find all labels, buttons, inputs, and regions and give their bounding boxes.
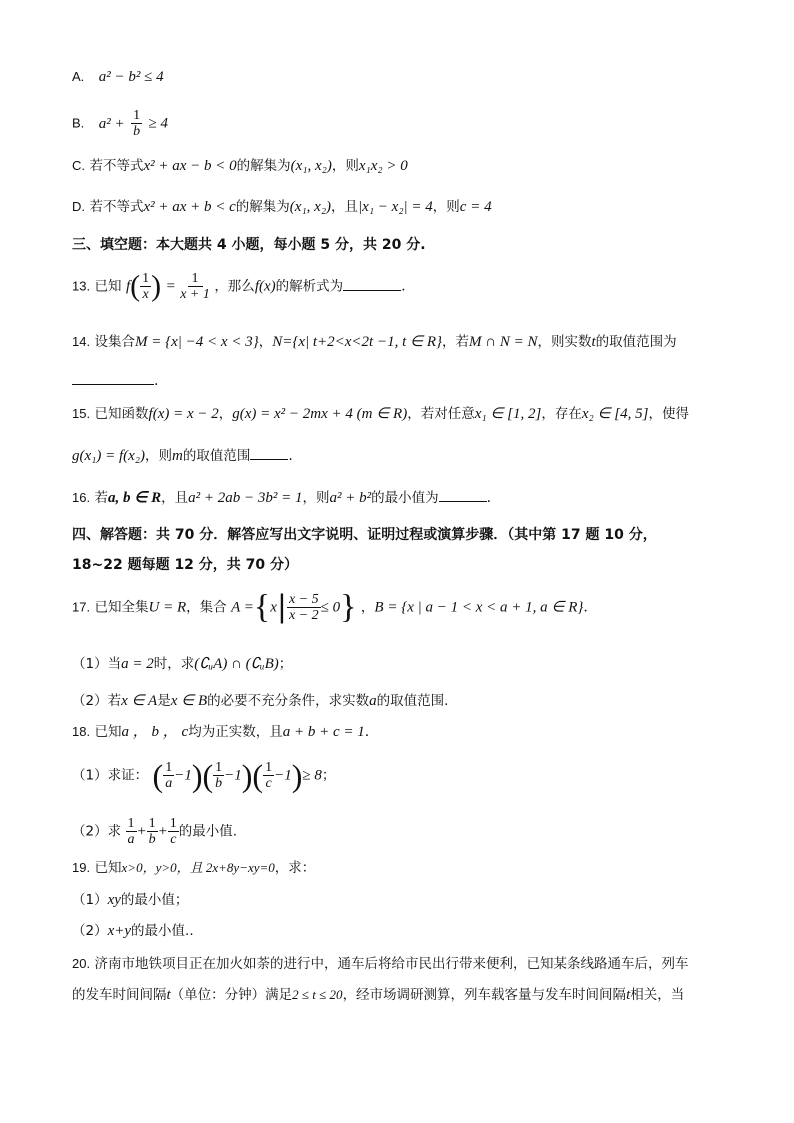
q19-part1: （1）xy的最小值； (72, 892, 189, 908)
section4-heading-line1: 四、解答题：共 70 分．解答应写出文字说明、证明过程或演算步骤．（其中第 17 题 10 分， (72, 527, 657, 543)
option-a-expr: a² − b² ≤ 4 (98, 69, 164, 85)
q16: 16. 若a, b ∈ R，且a² + 2ab − 3b² = 1，则a² + b²的最小值为 . (72, 487, 734, 509)
option-b-label: B. (72, 115, 85, 131)
q20: 20. 济南市地铁项目正在加火如荼的进行中，通车后将给市民出行带来便利，已知某条线路通车后，列车 (72, 956, 689, 972)
q17: 17. 已知全集U = R，集合 A ={x| $\frac{x - 5}{x - 2}$ ≤ 0} ，B = {x | a − 1 < x < a + 1, a ∈ R}. (72, 588, 588, 626)
q18-part2: （2）求 $\frac{1}{a}$ + $\frac{1}{b}$ + $\frac{1}{c}$ 的最小值. (72, 816, 238, 847)
option-c: C. 若不等式x² + ax − b < 0的解集为(x₁, x₂)，则x₁x₂ > 0 (72, 158, 408, 174)
q13-answer-blank[interactable] (343, 276, 401, 291)
q18-part1: （1）求证： ( $\frac{1}{a}$ −1)( $\frac{1}{b}$ −1)( $\frac{1}{c}$ −1)≥ 8； (72, 757, 336, 794)
q17-part2: （2）若x ∈ A是x ∈ B的必要不充分条件，求实数a的取值范围. (72, 693, 449, 709)
q20-line2: 的发车时间间隔t（单位：分钟）满足2 ≤ t ≤ 20，经市场调研测算，列车载客量与发车时间间隔t相关，当 (72, 987, 685, 1003)
option-d: D. 若不等式x² + ax + b < c的解集为(x₁, x₂)，且|x₁ − x₂| = 4，则c = 4 (72, 199, 492, 215)
q14-answer-line: . (72, 370, 734, 392)
q15: 15. 已知函数f(x) = x − 2，g(x) = x² − 2mx + 4 (m ∈ R)，若对任意x₁ ∈ [1, 2]，存在x₂ ∈ [4, 5]，使得 (72, 406, 689, 422)
q19: 19. 已知x>0，y>0，且 2x+8y−xy=0，求： (72, 860, 316, 876)
q19-part2: （2）x+y的最小值.. (72, 923, 194, 939)
section4-heading-line2: 18~22 题每题 12 分，共 70 分） (72, 557, 299, 573)
q14: 14. 设集合M = {x| −4 < x < 3}，N={x| t+2<x<2t −1, t ∈ R}，若M ∩ N = N，则实数t的取值范围为 (72, 334, 677, 350)
q15-answer-blank[interactable] (250, 445, 288, 460)
option-b: B. a² + $\frac{1}{b}$ ≥ 4 (72, 108, 169, 139)
q16-answer-blank[interactable] (439, 487, 487, 502)
q18: 18. 已知a ， b ， c均为正实数，且a + b + c = 1. (72, 724, 370, 740)
option-a (72, 66, 734, 88)
q14-answer-blank[interactable] (72, 370, 154, 385)
q13: 13. 已知 f( $\frac{1}{x}$ ) = $\frac{1}{x + 1}$ ，那么f(x)的解析式为 . (72, 269, 406, 303)
q15-line2: g(x₁) = f(x₂)，则m的取值范围 . (72, 445, 734, 467)
option-a-label: A. (72, 69, 85, 84)
q17-part1: （1）当a = 2时，求(∁ᵤA) ∩ (∁ᵤB)； (72, 656, 293, 672)
section3-heading: 三、填空题：本大题共 4 小题，每小题 5 分，共 20 分. (72, 237, 426, 253)
